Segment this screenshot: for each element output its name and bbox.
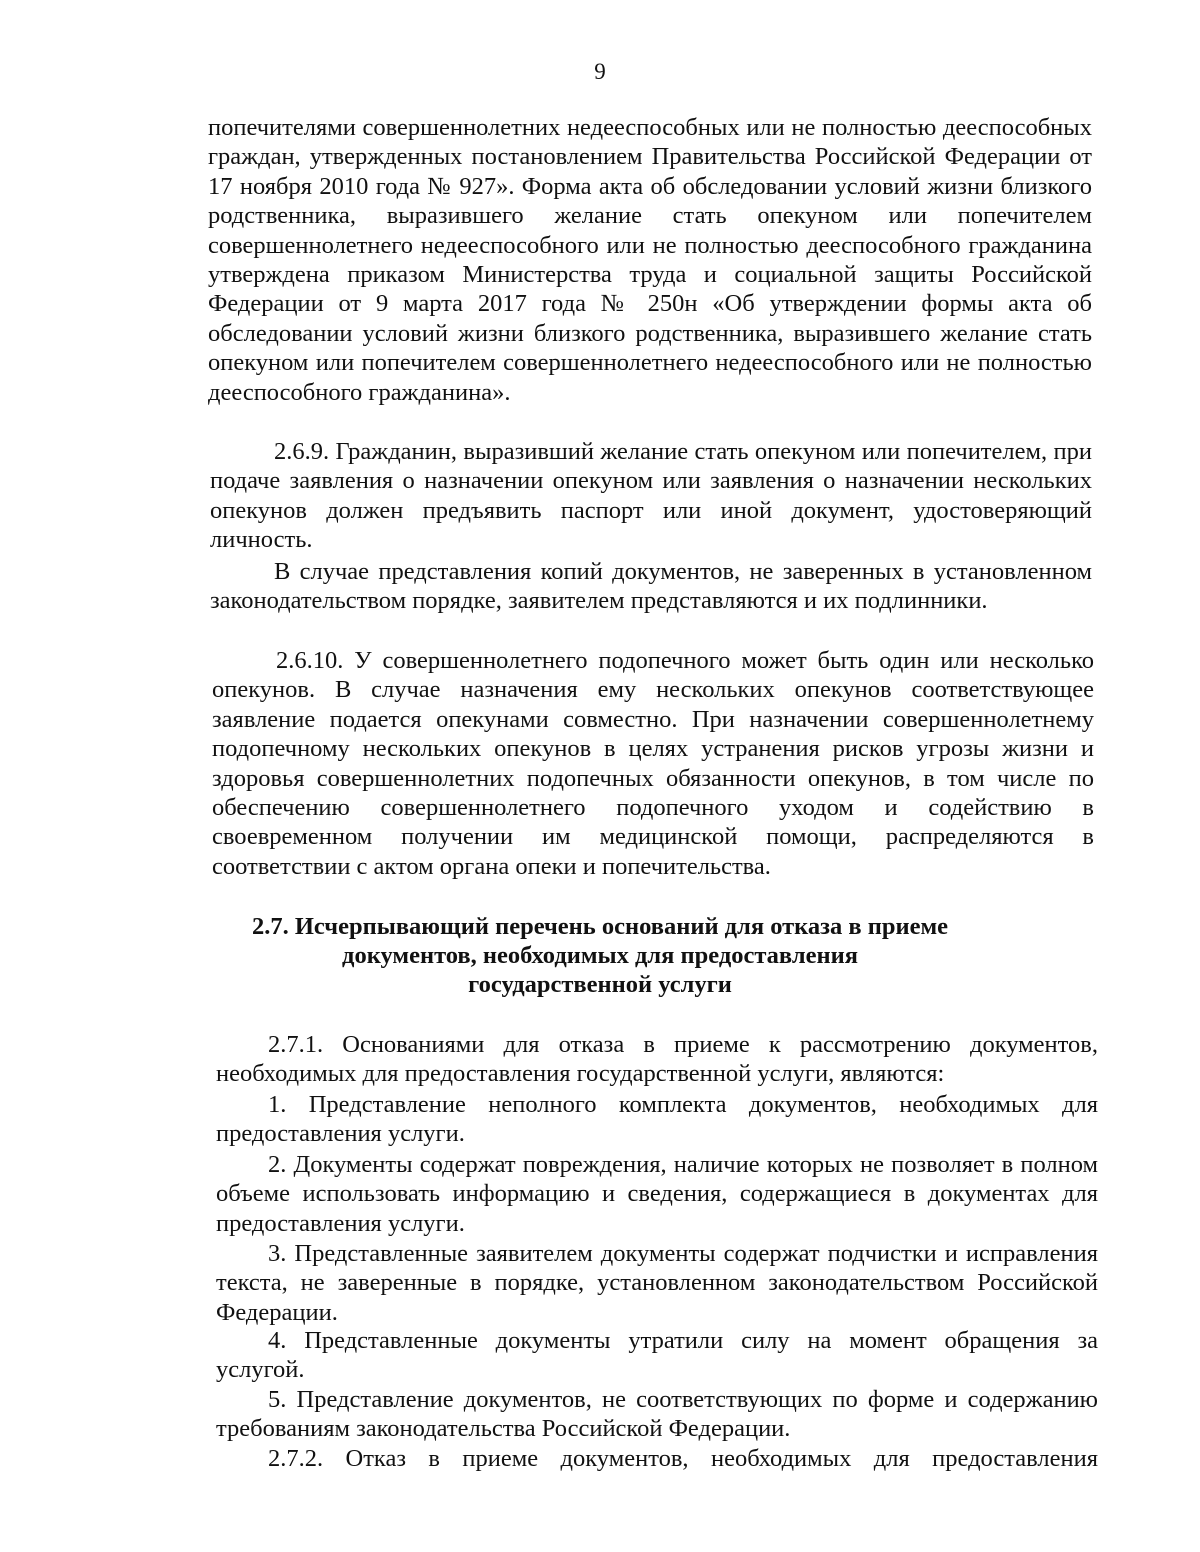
paragraph-guardianship-act-continuation: попечителями совершеннолетних недееспособных или не полностью дееспособных граждан, утвержденных постановлением Правительства Российской Федерации от 17 ноября 2010 года № 927». Форма акта об обследовании условий жизни близкого родственника, выразившего желание стать опекуном или попечителем совершеннолетнего недееспособного или не полностью дееспособного гражданина утверждена приказом Министерства труда и социальной защиты Российской Федерации от 9 марта 2017 года № 250н «Об утверждении формы акта об обследовании условий жизни близкого родственника, выразившего желание стать опекуном или попечителем совершеннолетнего недееспособного или не полностью дееспособного гражданина».: [208, 114, 1092, 406]
list-item-2: 2. Документы содержат повреждения, наличие которых не позволяет в полном объеме использовать информацию и сведения, содержащиеся в документах для предоставления услуги.: [216, 1151, 1098, 1237]
paragraph-2-6-10: 2.6.10. У совершеннолетнего подопечного может быть один или несколько опекунов. В случае назначения ему нескольких опекунов соответствующее заявление подается опекунами совместно. При назначении совершеннолетнему подопечному нескольких опекунов в целях устранения рисков угрозы жизни и здоровья совершеннолетних подопечных обязанности опекунов, в том числе по обеспечению совершеннолетнего подопечного уходом и содействию в своевременном получении им медицинской помощи, распределяются в соответствии с актом органа опеки и попечительства.: [212, 647, 1094, 880]
paragraph-2-7-1: 2.7.1. Основаниями для отказа в приеме к рассмотрению документов, необходимых для предоставления государственной услуги, являются:: [216, 1031, 1098, 1088]
section-heading-line-2: документов, необходимых для предоставления: [342, 942, 858, 969]
list-item-3: 3. Представленные заявителем документы содержат подчистки и исправления текста, не заверенные в порядке, установленном законодательством Российской Федерации.: [216, 1240, 1098, 1326]
section-heading-line-3: государственной услуги: [468, 971, 732, 998]
paragraph-copies-of-documents: В случае представления копий документов, не заверенных в установленном законодательством порядке, заявителем представляются и их подлинники.: [210, 558, 1092, 615]
list-item-1: 1. Представление неполного комплекта документов, необходимых для предоставления услуги.: [216, 1091, 1098, 1148]
paragraph-2-7-2: 2.7.2. Отказ в приеме документов, необходимых для предоставления: [268, 1445, 1098, 1472]
page-number: 9: [594, 59, 606, 84]
list-item-5: 5. Представление документов, не соответствующих по форме и содержанию требованиям законодательства Российской Федерации.: [216, 1386, 1098, 1443]
section-heading-line-1: 2.7. Исчерпывающий перечень оснований для отказа в приеме: [251, 913, 949, 940]
list-item-4: 4. Представленные документы утратили силу на момент обращения за услугой.: [216, 1327, 1098, 1384]
paragraph-2-6-9: 2.6.9. Гражданин, выразивший желание стать опекуном или попечителем, при подаче заявления о назначении опекуном или заявления о назначении нескольких опекунов должен предъявить паспорт или иной документ, удостоверяющий личность.: [210, 438, 1092, 554]
